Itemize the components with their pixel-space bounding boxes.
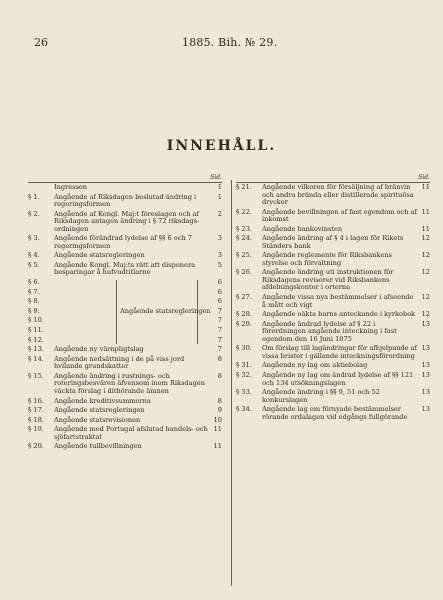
toc-entry <box>236 252 430 267</box>
toc-section-number: § 1. <box>28 192 40 201</box>
toc-page-number: 5 <box>217 260 222 269</box>
toc-entry-text: Angående ändring i rustnings- och roteringsbesvären äfvensom inom Riksdagen väckta förslag i dithörande ämnen <box>54 371 205 395</box>
toc-entry <box>236 389 430 404</box>
toc-section-number: § 15. <box>28 371 44 380</box>
toc-section-number: § 13. <box>28 345 44 354</box>
toc-section-number: § 34. <box>236 405 252 414</box>
toc-entry <box>28 262 222 277</box>
toc-entry <box>236 372 430 387</box>
toc-page-number: 7 <box>217 316 222 325</box>
toc-page-number: 11 <box>421 224 430 233</box>
toc-entry <box>236 235 430 250</box>
toc-section-number: § 10. <box>28 316 44 325</box>
toc-section-number: § 7. <box>28 287 40 296</box>
toc-section-number: § 30. <box>236 344 252 353</box>
toc-page-number: 11 <box>421 207 430 216</box>
toc-page-number: 7 <box>217 335 222 344</box>
toc-entry-text: Angående reglemente för Riksbankens styrelse och förvaltning <box>262 251 392 267</box>
toc-page-number: 13 <box>421 361 430 370</box>
toc-entry <box>236 226 430 234</box>
toc-section-number: § 17. <box>28 406 44 415</box>
toc-section-number: § 28. <box>236 310 252 319</box>
toc-section-number: § 24. <box>236 234 252 243</box>
toc-page-number: 12 <box>421 310 430 319</box>
toc-entry-text: Angående af Kongl. Maj:t föreslagen och af Riksdagen antagen ändring i § 72 riksdags-ordningen <box>54 209 200 233</box>
toc-section-number: § 16. <box>28 396 44 405</box>
page-number: 26 <box>34 36 48 49</box>
toc-entry-text: Angående förändrad lydelse af §§ 6 och 7 regeringsformen <box>54 234 192 250</box>
toc-section-number: § 33. <box>236 388 252 397</box>
toc-entry-text: Angående med Portugal afslutad handels- och sjöfartstraktat <box>54 425 208 441</box>
toc-entry-text: Angående ändring af § 4 i lagen för Rikets Ständers bank <box>262 234 404 250</box>
toc-page-number: 10 <box>213 415 222 424</box>
toc-entry <box>28 211 222 234</box>
toc-page-number: 12 <box>421 293 430 302</box>
toc-entry <box>236 406 430 421</box>
toc-page-number: 6 <box>217 297 222 306</box>
toc-page-number: 12 <box>421 251 430 260</box>
toc-entry-text: Ingressen <box>54 183 88 191</box>
toc-section-number: § 29. <box>236 319 252 328</box>
toc-section-number: § 3. <box>28 234 40 243</box>
toc-section-number: § 4. <box>28 251 40 260</box>
toc-page-number: 13 <box>421 405 430 414</box>
toc-entry-text: Angående ny värnpligtslag <box>54 345 144 354</box>
toc-entry-text: Angående ändrad lydelse af § 22 i förordningen angående inteckning i fast egendom den 16 Juni 1875 <box>262 319 397 343</box>
toc-page-number: 8 <box>217 354 222 363</box>
toc-entry <box>28 426 222 441</box>
toc-page-number: 7 <box>217 345 222 354</box>
toc-entry <box>28 346 222 354</box>
toc-title: INNEHÅLL. <box>166 138 277 154</box>
toc-section-number: § 21. <box>236 183 252 191</box>
toc-list-left <box>28 184 222 453</box>
toc-entry <box>28 407 222 415</box>
toc-page-number: 13 <box>421 371 430 380</box>
toc-page-number: 13 <box>421 344 430 353</box>
toc-entry <box>236 269 430 292</box>
toc-section-number: § 14. <box>28 354 44 363</box>
toc-page-number: 8 <box>217 371 222 380</box>
toc-section-number: § 9. <box>28 306 40 315</box>
toc-entry-text: Angående vissa nya bestämmelser i afseende å mått och vigt <box>262 293 414 309</box>
brace-label: Angående statsregleringen <box>120 307 211 315</box>
toc-entry <box>28 194 222 209</box>
running-header: 1885. Bih. № 29. <box>182 36 278 49</box>
toc-section-number: § 19. <box>28 425 44 434</box>
toc-page-number: 13 <box>421 319 430 328</box>
toc-entry-text: Angående lag om förnyade bestämmelser rörande ordalagen vid edgångs fullgörande <box>262 405 408 421</box>
toc-section-number: § 22. <box>236 207 252 216</box>
toc-entry-text: Angående tullbevillningen <box>54 442 142 451</box>
toc-section-number: § 6. <box>28 278 40 287</box>
toc-page-number: 6 <box>217 278 222 287</box>
toc-entry <box>28 184 222 192</box>
toc-left-column <box>28 174 222 453</box>
toc-page-number: 3 <box>217 251 222 260</box>
toc-entry-text: Angående oäkta barns anteckande i kyrkobok <box>262 310 416 319</box>
toc-entry-text: Angående Kongl. Maj:ts rätt att disponera besparingar å hufvudtitlarne <box>54 260 196 277</box>
toc-section-number <box>28 184 54 192</box>
sid-label-right: Sid. <box>418 174 430 181</box>
toc-entry <box>236 209 430 224</box>
toc-page-number: 11 <box>213 425 222 434</box>
toc-section-number: § 18. <box>28 415 44 424</box>
toc-entry <box>28 356 222 371</box>
sid-label: Sid. <box>210 174 222 181</box>
toc-entry-text: Angående ändring i §§ 9, 51 och 52 konkurslagen <box>262 388 380 404</box>
toc-section-number: § 26. <box>236 268 252 277</box>
toc-page-number: 13 <box>421 388 430 397</box>
toc-page-number: 12 <box>421 234 430 243</box>
toc-page-number: 3 <box>217 234 222 243</box>
toc-entry-text: Angående ny lag om ändrad lydelse af §§ 121 och 134 utsökningslagen <box>262 371 414 387</box>
toc-page-number: 7 <box>217 326 222 335</box>
toc-page-number: 8 <box>217 396 222 405</box>
toc-page-number: 11 <box>213 442 222 451</box>
toc-entry-text: Angående ny lag om aktiebolag <box>262 361 368 370</box>
toc-entry-text: Angående nedsättning i de på viss jord hvilande grundskatter <box>54 354 185 371</box>
toc-entry-text: Angående statsrevisionen <box>54 415 141 424</box>
toc-entry <box>236 321 430 344</box>
toc-entry <box>236 184 430 207</box>
column-divider <box>231 180 232 586</box>
toc-section-number: § 5. <box>28 260 40 269</box>
toc-section-number: § 25. <box>236 251 252 260</box>
toc-entry <box>236 345 430 360</box>
toc-list-right <box>236 184 430 423</box>
toc-section-number: § 23. <box>236 224 252 233</box>
toc-entry-text: Angående vilkoren för försäljning af bränvin och andra brända eller distillerade spirituösa drycker <box>262 183 414 206</box>
toc-page-number: 11 <box>421 183 430 191</box>
toc-entry-text: Angående bevillningen af fast egendom och af inkomst <box>262 207 417 224</box>
toc-section-number: § 31. <box>236 361 252 370</box>
toc-entry <box>28 417 222 425</box>
toc-page-number: 1 <box>217 183 222 191</box>
toc-entry-text: Angående statsregleringen <box>54 406 145 415</box>
toc-page-number: 7 <box>217 306 222 315</box>
toc-right-column <box>236 174 430 423</box>
toc-entry-text: Angående bankovinsten <box>262 224 343 233</box>
toc-section-number: § 2. <box>28 209 40 218</box>
toc-section-number: § 12. <box>28 335 44 344</box>
toc-section-number: § 11. <box>28 326 44 335</box>
toc-entry-text: Angående statsregleringen <box>54 251 145 260</box>
toc-section-number: § 20. <box>28 442 44 451</box>
toc-section-number: § 27. <box>236 293 252 302</box>
toc-entry <box>236 311 430 319</box>
toc-page-number: 6 <box>217 287 222 296</box>
toc-page-number: 1 <box>217 192 222 201</box>
toc-entry <box>28 373 222 396</box>
toc-page-number: 2 <box>217 209 222 218</box>
toc-entry <box>28 443 222 451</box>
toc-entry-text: Om förslag till lagändringar för afhjelpande af vissa brister i gällande inteckningsförordning <box>262 344 418 360</box>
toc-entry <box>28 235 222 250</box>
toc-section-number: § 8. <box>28 297 40 306</box>
toc-page-number: 9 <box>217 406 222 415</box>
toc-entry-text: Angående ändring uti instruktionen för Riksdagens revisorer vid Riksbankens afdelningskontor i orterna <box>262 268 394 292</box>
toc-entry <box>28 252 222 260</box>
toc-entry <box>236 294 430 309</box>
toc-entry <box>28 398 222 406</box>
toc-section-number: § 32. <box>236 371 252 380</box>
toc-entry-text: Angående kreditivsummorna <box>54 396 151 405</box>
toc-entry-text: Angående af Riksdagen beslutad ändring i regeringsformen <box>54 192 197 209</box>
toc-page-number: 12 <box>421 268 430 277</box>
toc-entry <box>236 362 430 370</box>
